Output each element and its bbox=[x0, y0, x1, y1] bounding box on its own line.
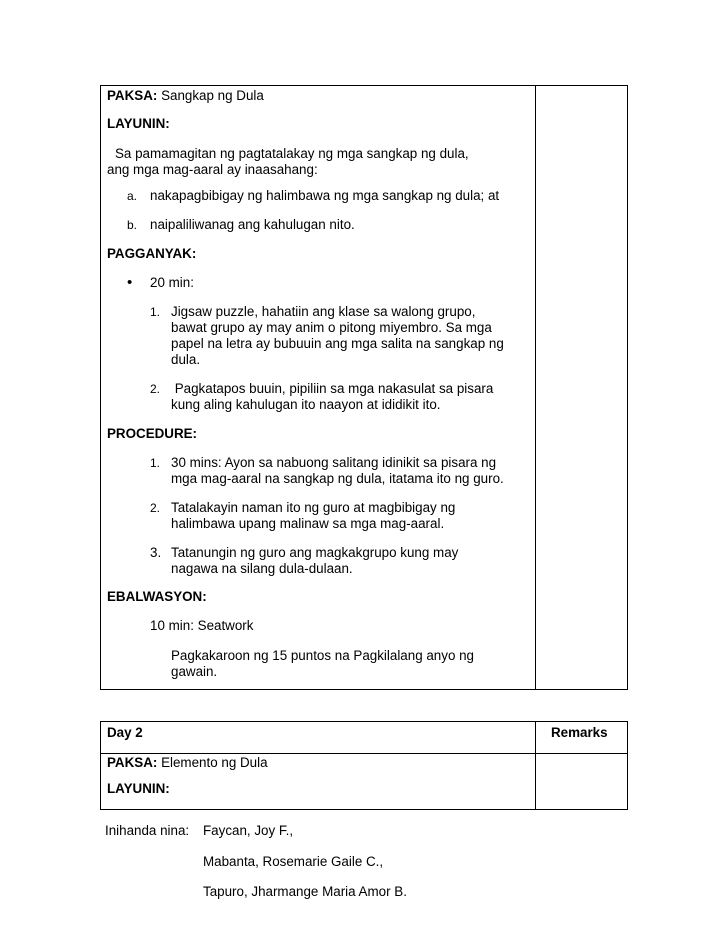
step-line: dula. bbox=[171, 352, 201, 367]
day2-layunin-heading: LAYUNIN: bbox=[107, 781, 170, 796]
objective-marker: a. bbox=[127, 189, 138, 203]
ebalwasyon-time: 10 min: Seatwork bbox=[150, 618, 254, 633]
layunin-intro-line-1: Sa pamamagitan ng pagtatalakay ng mga sangkap ng dula, bbox=[115, 146, 469, 161]
step-marker: 1. bbox=[150, 305, 161, 319]
author-name: Tapuro, Jharmange Maria Amor B. bbox=[203, 884, 407, 899]
ebalwasyon-heading: EBALWASYON: bbox=[107, 589, 207, 604]
step-line: bawat grupo ay may anim o pitong miyembro. Sa mga bbox=[171, 320, 492, 335]
step-line: 30 mins: Ayon sa nabuong salitang idinikit sa pisara ng bbox=[171, 455, 497, 470]
step-marker: 2. bbox=[150, 382, 161, 396]
step-line: halimbawa upang malinaw sa mga mag-aaral. bbox=[171, 516, 445, 531]
step-line: Jigsaw puzzle, hahatiin ang klase sa walong grupo, bbox=[171, 304, 476, 319]
objective-item: nakapagbibigay ng halimbawa ng mga sangkap ng dula; at bbox=[150, 188, 500, 203]
step-line: Pagkatapos buuin, pipiliin sa mga nakasulat sa pisara bbox=[171, 381, 494, 396]
remarks-header: Remarks bbox=[551, 725, 608, 740]
day2-paksa-line: PAKSA: Elemento ng Dula bbox=[107, 755, 268, 770]
day2-remarks-column bbox=[535, 722, 536, 809]
day2-title: Day 2 bbox=[107, 725, 143, 740]
step-line: mga mag-aaral na sangkap ng dula, itatama ito ng guro. bbox=[171, 471, 504, 486]
remarks-column bbox=[535, 86, 536, 689]
prepared-by-label: Inihanda nina: bbox=[105, 823, 190, 838]
step-line: papel na letra ay bubuuin ang mga salita na sangkap ng bbox=[171, 336, 504, 351]
layunin-intro-line-2: ang mga mag-aaral ay inaasahang: bbox=[107, 162, 318, 177]
paksa-line: PAKSA: Sangkap ng Dula bbox=[107, 88, 264, 103]
pagganyak-heading: PAGGANYAK: bbox=[107, 246, 197, 261]
step-line: kung aling kahulugan ito naayon at ididikit ito. bbox=[171, 397, 441, 412]
step-line: Tatanungin ng guro ang magkakgrupo kung may bbox=[171, 545, 459, 560]
day2-header-divider bbox=[101, 753, 627, 754]
step-marker: 1. bbox=[150, 456, 161, 470]
author-name: Mabanta, Rosemarie Gaile C., bbox=[203, 854, 384, 869]
bullet-icon: • bbox=[127, 274, 133, 291]
objective-item: naipaliliwanag ang kahulugan nito. bbox=[150, 217, 355, 232]
ebalwasyon-line: gawain. bbox=[171, 664, 218, 679]
ebalwasyon-line: Pagkakaroon ng 15 puntos na Pagkilalang anyo ng bbox=[171, 648, 475, 663]
objective-marker: b. bbox=[127, 218, 138, 232]
layunin-heading: LAYUNIN: bbox=[107, 116, 170, 131]
step-line: Tatalakayin naman ito ng guro at magbibigay ng bbox=[171, 500, 456, 515]
step-marker: 2. bbox=[150, 501, 161, 515]
procedure-heading: PROCEDURE: bbox=[107, 426, 198, 441]
step-line: nagawa na silang dula-dulaan. bbox=[171, 561, 353, 576]
author-name: Faycan, Joy F., bbox=[203, 823, 294, 838]
pagganyak-time: 20 min: bbox=[150, 275, 194, 290]
step-marker: 3. bbox=[150, 545, 162, 560]
